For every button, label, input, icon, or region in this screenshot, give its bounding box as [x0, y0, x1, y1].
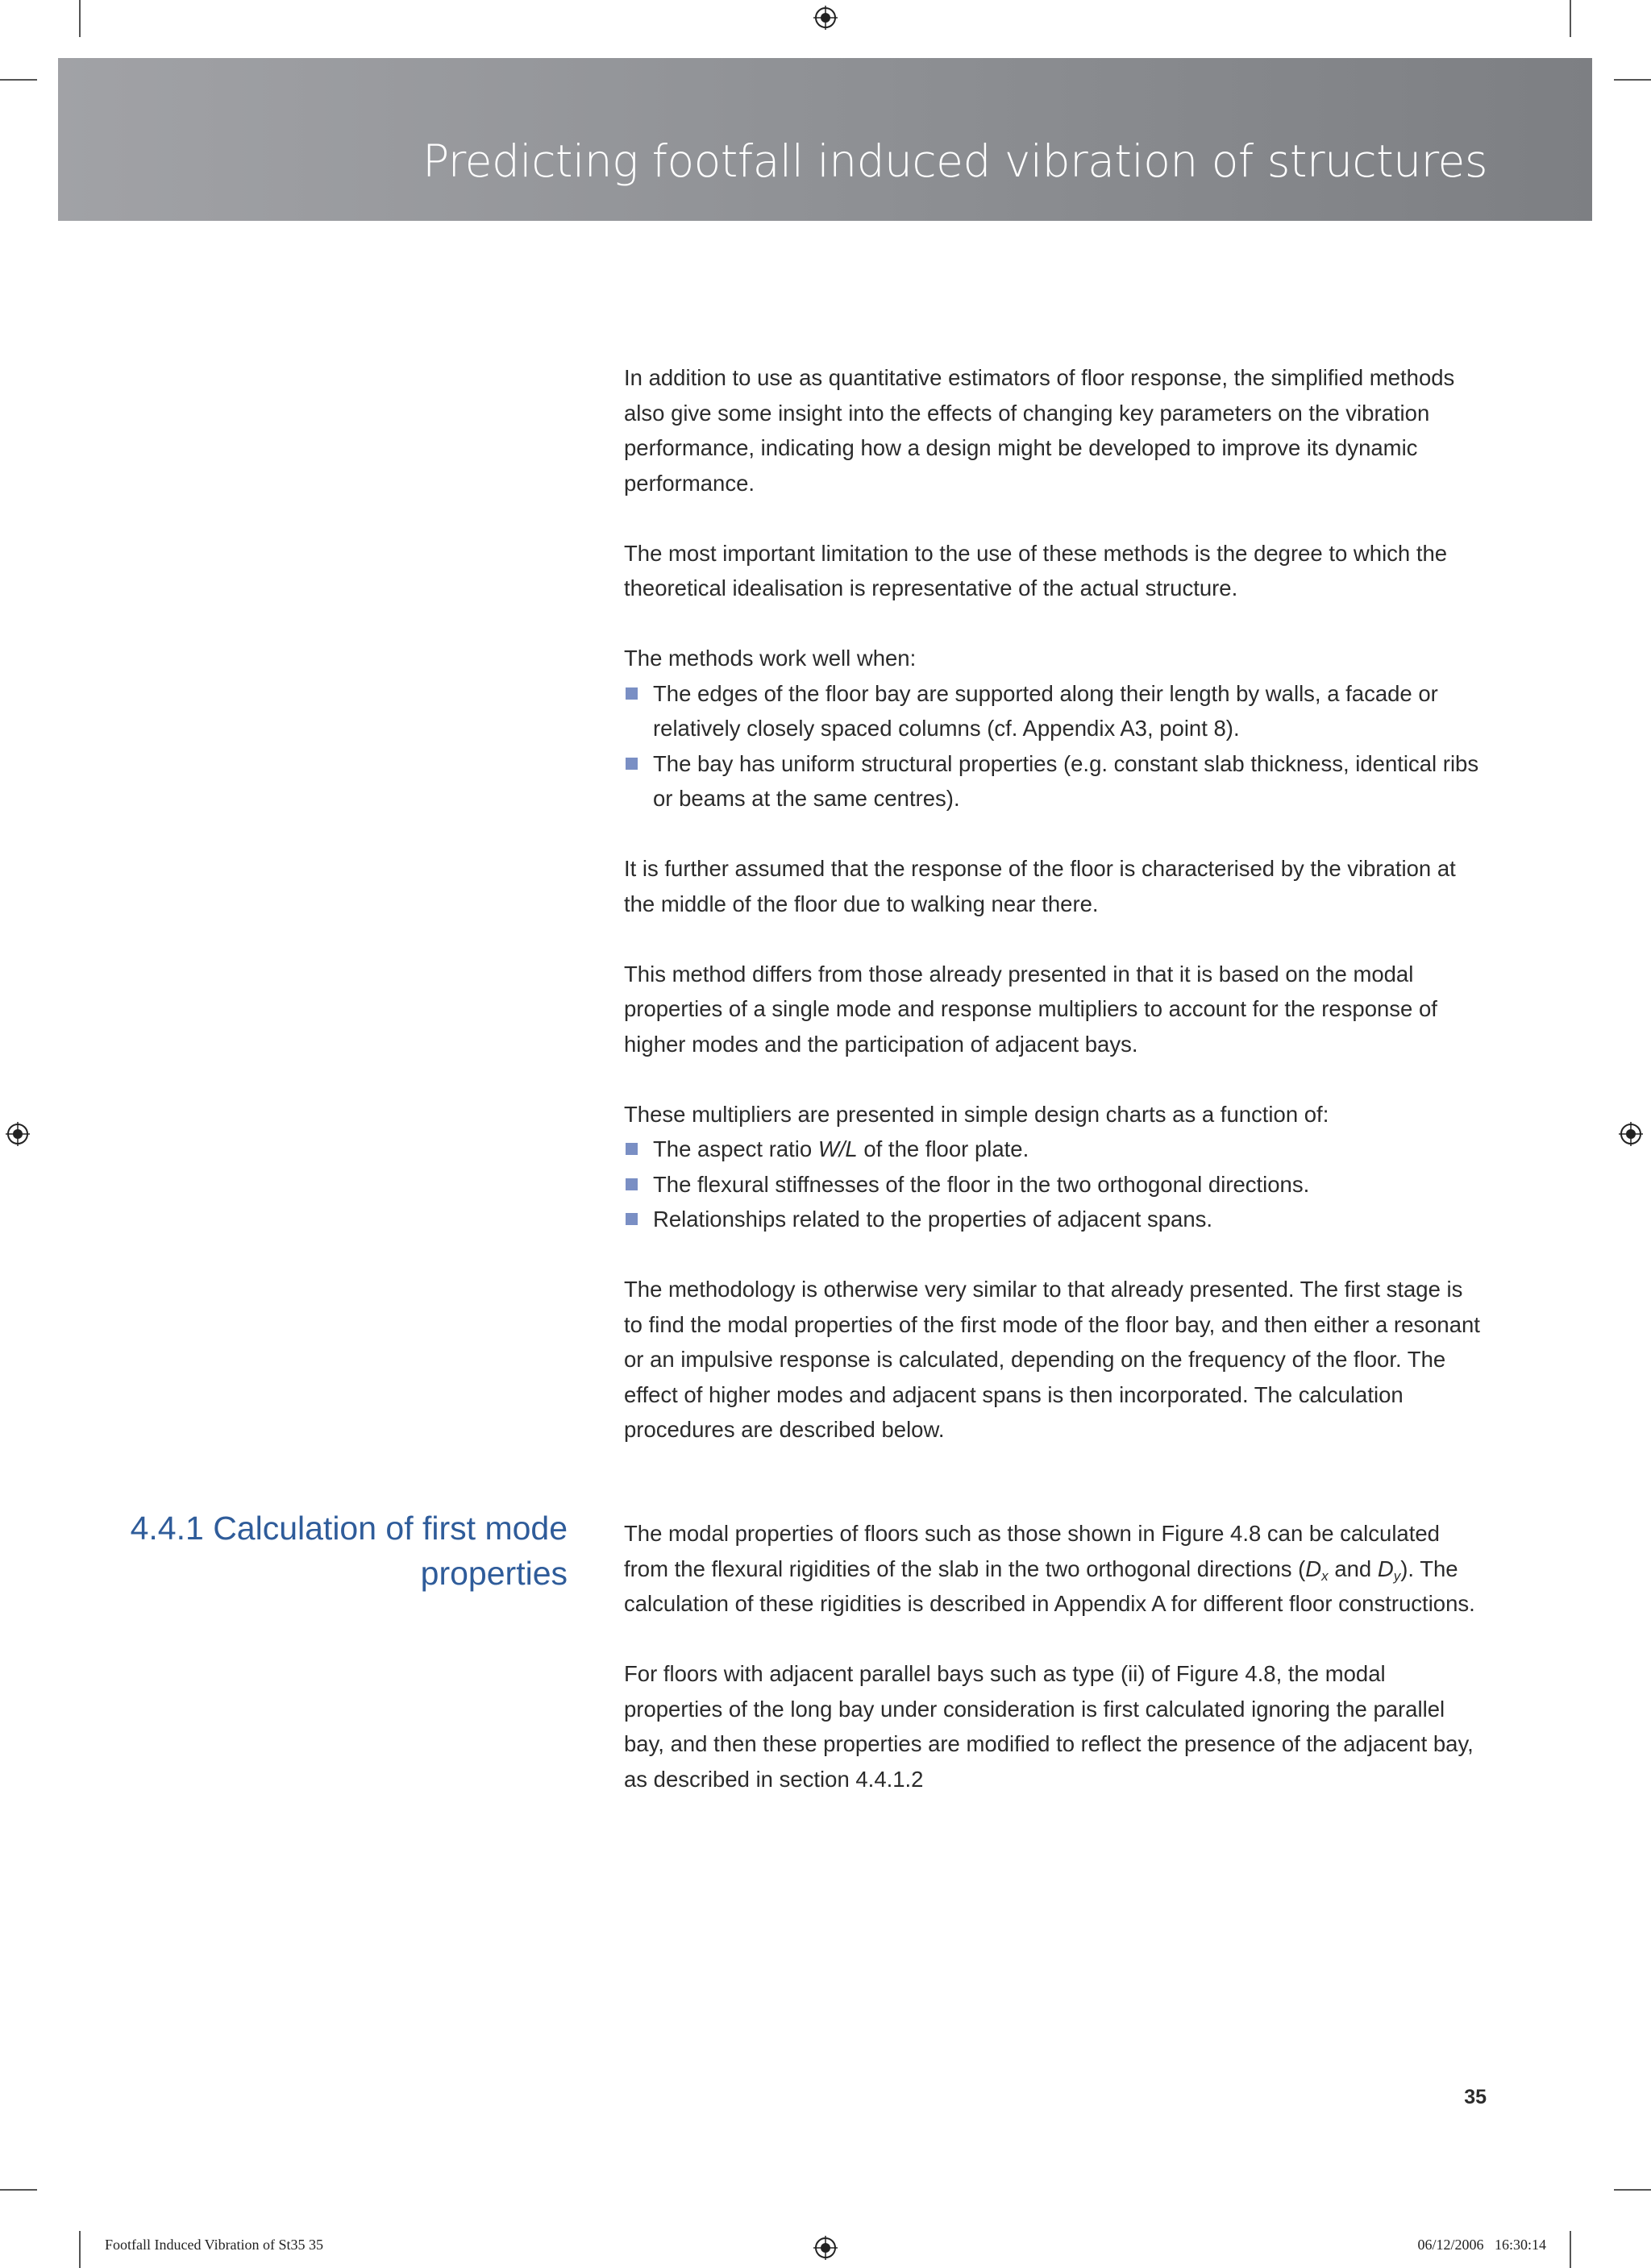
paragraph-lead: These multipliers are presented in simple design charts as a function of: [624, 1101, 1329, 1127]
page-number: 35 [1464, 2086, 1487, 2108]
section-body [624, 1516, 1487, 1832]
crop-mark [1614, 2189, 1651, 2191]
paragraph-lead: The methods work well when: [624, 646, 917, 671]
list-item [624, 1167, 1487, 1203]
square-bullet-icon [626, 758, 638, 770]
list-item-text: Relationships related to the properties of adjacent spans. [653, 1207, 1213, 1232]
square-bullet-icon [626, 687, 638, 700]
header-band [58, 58, 1592, 221]
variable-wl: W/L [817, 1136, 858, 1161]
crop-mark [1570, 2231, 1571, 2268]
registration-mark-icon [6, 1122, 30, 1146]
section-heading [121, 1506, 568, 1596]
crop-mark [79, 0, 81, 37]
section-heading-line: properties [420, 1555, 568, 1592]
crop-mark [0, 79, 37, 81]
paragraph: This method differs from those already presented in that it is based on the modal properties of a single mode and response multipliers to account for the response of higher modes and the participation of adjacent bays. [624, 961, 1437, 1057]
crop-mark [1614, 79, 1651, 81]
paragraph: It is further assumed that the response of the floor is characterised by the vibration at the middle of the floor due to walking near there. [624, 856, 1456, 916]
list-item-text: The flexural stiffnesses of the floor in the two orthogonal directions. [653, 1171, 1310, 1197]
page-title: Predicting footfall induced vibration of structures [422, 135, 1487, 187]
list-item [624, 1202, 1487, 1237]
registration-mark-icon [813, 2236, 838, 2260]
paragraph: The methodology is otherwise very similar to that already presented. The first stage is to find the modal properties of the first mode of the floor bay, and then either a resonant or an impulsive response is calculated, depending on the frequency of the floor. The effect of higher modes and adjacent spans is then incorporated. The calculation procedures are described below. [624, 1277, 1480, 1442]
variable-dy: $D_y$ [1377, 1556, 1401, 1584]
square-bullet-icon [626, 1143, 638, 1155]
square-bullet-icon [626, 1178, 638, 1190]
crop-mark [1570, 0, 1571, 37]
paragraph: In addition to use as quantitative estimators of floor response, the simplified methods also give some insight into the effects of changing key parameters on the vibration performance, indicating how a design might be developed to improve its dynamic performance. [624, 365, 1455, 496]
paragraph: The modal properties of floors such as those shown in Figure 4.8 can be calculated from the flexural rigidities of the slab in the two orthogonal directions ($D_x$ and $D_y$). The calculation of these rigidities is described in Appendix A for different floor constructions. [624, 1521, 1475, 1616]
intro-body [624, 360, 1487, 1482]
factors-list [624, 1132, 1487, 1237]
list-item-text: The bay has uniform structural properties (e.g. constant slab thickness, identical ribs or beams at the same centres). [653, 750, 1479, 811]
registration-mark-icon [813, 6, 838, 30]
list-item [624, 1132, 1487, 1167]
registration-mark-icon [1619, 1122, 1643, 1146]
list-item-text: The edges of the floor bay are supported along their length by walls, a facade or relatively closely spaced columns (cf. Appendix A3, point 8). [653, 680, 1438, 741]
print-slug-right: 06/12/2006 16:30:14 [1417, 2237, 1546, 2253]
list-item [624, 746, 1487, 816]
print-slug-left: Footfall Induced Vibration of St35 35 [105, 2237, 324, 2253]
list-item-text: The aspect ratio W/L of the floor plate. [653, 1136, 1029, 1161]
conditions-list [624, 676, 1487, 816]
paragraph: The most important limitation to the use of these methods is the degree to which the theoretical idealisation is representative of the actual structure. [624, 540, 1448, 600]
crop-mark [79, 2231, 81, 2268]
section-heading-line: 4.4.1 Calculation of first mode [130, 1510, 568, 1547]
list-item [624, 676, 1487, 746]
paragraph: For floors with adjacent parallel bays such as type (ii) of Figure 4.8, the modal properties of the long bay under consideration is first calculated ignoring the parallel bay, and then these properties are modified to reflect the presence of the adjacent bay, as described in section 4.4.1.2 [624, 1661, 1474, 1792]
square-bullet-icon [626, 1213, 638, 1225]
variable-dx: $D_x$ [1305, 1556, 1329, 1584]
crop-mark [0, 2189, 37, 2191]
